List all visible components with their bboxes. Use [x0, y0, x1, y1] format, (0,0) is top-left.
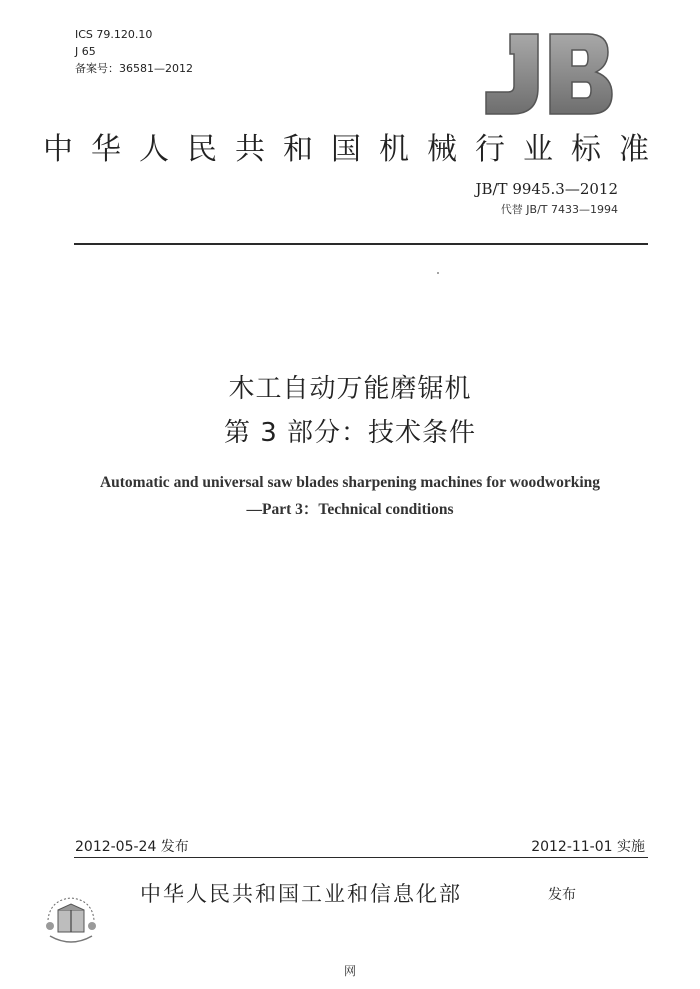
title-zh-line1: 木工自动万能磨锯机	[228, 374, 472, 404]
issuing-ministry: 中华人民共和国工业和信息化部	[140, 882, 462, 906]
title-en-line2: —Part 3：Technical conditions	[246, 501, 454, 518]
scan-speck	[437, 272, 439, 274]
effective-date: 2012-11-01 实施	[531, 839, 645, 855]
jb-logo	[480, 30, 615, 118]
ics-code: ICS 79.120.10	[75, 28, 153, 41]
title-en-line1: Automatic and universal saw blades sharpening machines for woodworking	[99, 474, 601, 491]
issue-date: 2012-05-24 发布	[75, 839, 189, 855]
standard-number: JB/T 9945.3—2012	[475, 180, 618, 198]
top-divider	[74, 243, 648, 245]
replaces-standard: 代替 JB/T 7433—1994	[500, 203, 618, 216]
bottom-divider	[74, 857, 648, 858]
industry-standard-title: 中华人民共和国机械行业标准	[43, 132, 667, 167]
record-number: 备案号：36581—2012	[75, 62, 193, 75]
classification-block	[75, 26, 193, 77]
issue-action: 发布	[548, 887, 576, 903]
title-zh-line2: 第 3 部分：技术条件	[223, 418, 477, 448]
publisher-seal-icon	[40, 890, 102, 950]
footer-mark: 网	[343, 964, 356, 978]
class-code: J 65	[75, 45, 96, 58]
